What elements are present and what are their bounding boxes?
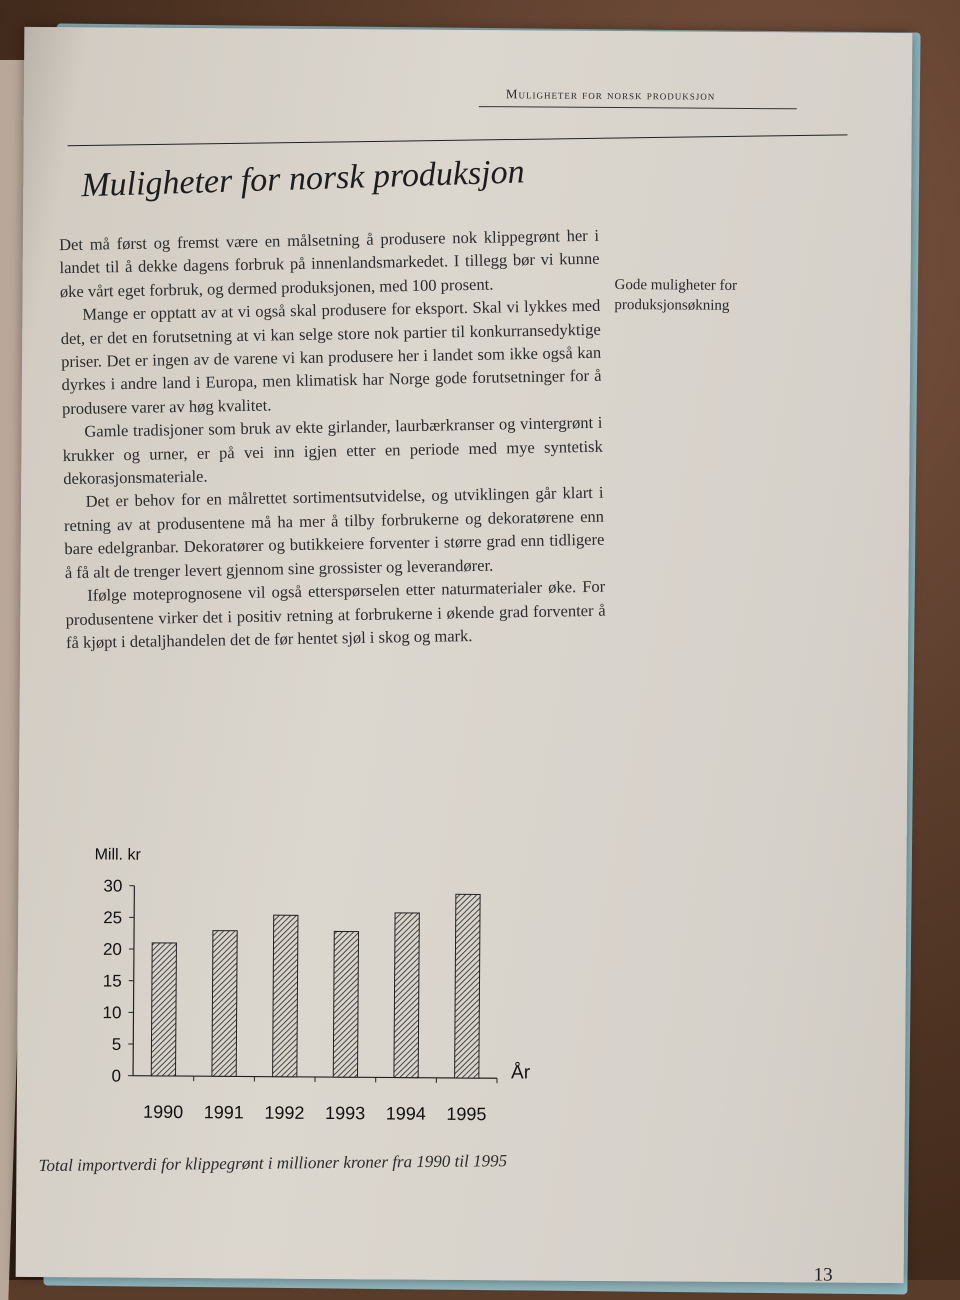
y-tick-label: 5: [112, 1035, 122, 1054]
paragraph: Det må først og fremst være en målsetning å produsere nok klippegrønt her i landet til å dekke dagens forbruk på innenlandsmarkedet. I tillegg bør vi kunne øke vårt eget forbruk, og dermed produksjonen, med 100 prosent.: [59, 224, 600, 304]
running-head-rule: [479, 106, 797, 109]
x-tick-label: 1990: [143, 1102, 183, 1122]
bar: [212, 931, 237, 1077]
chart-axes: [128, 886, 498, 1084]
chart-svg: [77, 837, 579, 1140]
y-tick-label: 20: [103, 940, 122, 959]
bar: [455, 894, 481, 1078]
chart-bars: [151, 892, 480, 1078]
x-tick-label: 1995: [446, 1104, 486, 1124]
page-number: 13: [814, 1264, 833, 1286]
title-rule: [68, 134, 848, 146]
paragraph: Det er behov for en målrettet sortimentsutvidelse, og utviklingen går klart i retning av at produsentene må ha mer å tilby forbrukerne og dekoratørene enn bare edelgranbar. Dekoratører og butikkeiere forventer i større grad enn tidligere å få alt de trenger levert gjennom sine grossister og leverandører.: [63, 481, 605, 584]
paragraph: Mange er opptatt av at vi også skal produsere for eksport. Skal vi lykkes med det, er det en forutsetning at vi kan selge store nok partier til konkurransedyktige priser. Det er ingen av de varene vi kan produsere her i landet som ikke også kan dyrkes i andre land i Europa, men klimatisk har Norge gode forutsetninger for å produsere varer av høg kvalitet.: [60, 294, 602, 420]
x-tick-label: 1992: [264, 1103, 304, 1123]
x-tick-label: 1991: [204, 1102, 244, 1122]
x-tick-label: 1993: [325, 1103, 365, 1123]
bar-chart: [77, 837, 579, 1140]
bar: [151, 943, 176, 1076]
bar: [333, 931, 358, 1077]
y-tick-label: 25: [103, 908, 122, 927]
paragraph: Gamle tradisjoner som bruk av ekte girlander, laurbærkranser og vintergrønt i krukker og urner, er på vei inn igjen etter en periode med mye syntetisk dekorasjonsmateriale.: [62, 411, 603, 491]
y-axis-label: Mill. kr: [95, 846, 142, 863]
paragraph: Ifølge moteprognosene vil også etterspørselen etter naturmaterialer øke. For produsentene virker det i positiv retning at forbrukerne i økende grad forventer å få kjøpt i detaljhandelen det de før hentet sjøl i skog og mark.: [65, 575, 606, 655]
y-tick-label: 15: [103, 971, 122, 990]
bar: [394, 913, 419, 1078]
page-title: Muligheter for norsk produksjon: [81, 153, 526, 205]
y-tick-label: 30: [103, 876, 122, 895]
running-head: Muligheter for norsk produksjon: [506, 86, 715, 103]
book-page: [16, 27, 913, 1283]
x-tick-label: 1994: [386, 1103, 426, 1123]
x-axis-label: År: [511, 1062, 531, 1083]
bar: [273, 915, 298, 1077]
figure-caption: Total importverdi for klippegrønt i millioner kroner fra 1990 til 1995: [38, 1149, 638, 1177]
margin-note: Gode muligheter for produksjonsøkning: [614, 275, 784, 316]
y-tick-label: 10: [103, 1003, 122, 1022]
body-text: [59, 224, 606, 655]
y-tick-label: 0: [112, 1067, 122, 1086]
